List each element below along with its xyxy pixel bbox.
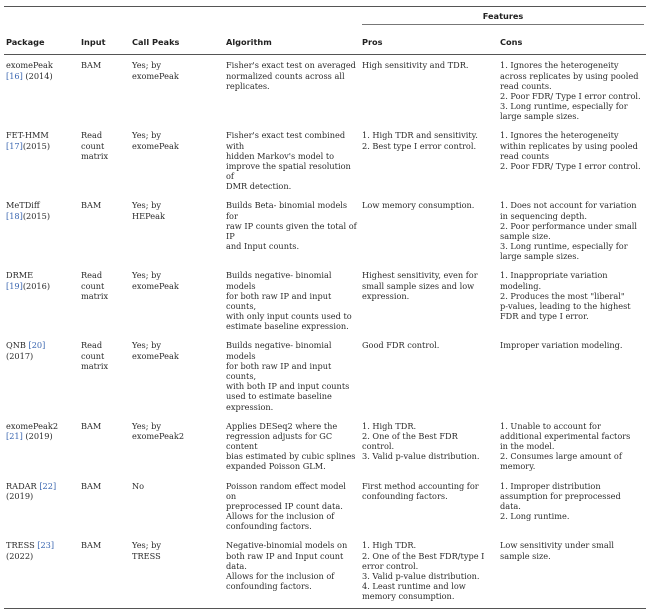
call-peaks-line: Yes; by (132, 270, 161, 281)
pros-cell (360, 476, 498, 536)
algorithm-cell (224, 55, 360, 126)
call-peaks-line: Yes; by (132, 420, 161, 431)
cons-line: p-values, leading to the highest (500, 300, 631, 311)
cons-line: 2. Long runtime. (500, 511, 570, 522)
package-cell (4, 476, 79, 536)
algorithm-line: for both raw IP and input counts, (226, 360, 332, 381)
input-cell (79, 195, 130, 265)
input-line: BAM (81, 420, 102, 431)
table-row (4, 55, 646, 126)
algorithm-line: improve the spatial resolution of (226, 160, 351, 182)
algorithm-line: regression adjusts for GC content (226, 430, 333, 452)
cons-line: 1. Ignores the heterogeneity (500, 130, 619, 141)
citation-link[interactable]: [16] (6, 70, 23, 81)
features-header-row (4, 7, 646, 30)
algorithm-cell (224, 535, 360, 609)
algorithm-cell (224, 265, 360, 335)
input-cell (79, 476, 130, 536)
cons-line: 2. Produces the most "liberal" (500, 290, 625, 301)
cons-line: 2. Poor performance under small (500, 220, 638, 231)
cons-line: across replicates by using pooled (500, 70, 639, 81)
algorithm-line: and Input counts. (226, 241, 300, 252)
cons-line: additional experimental factors (500, 430, 631, 441)
pros-line: 2. One of the Best FDR/type I (362, 550, 485, 561)
input-line: count (81, 140, 105, 151)
pros-line: High sensitivity and TDR. (362, 60, 469, 71)
call-peaks-line: Yes; by (132, 60, 161, 71)
pros-cell (360, 55, 498, 126)
column-header-package: Package (6, 37, 45, 48)
cons-cell (498, 55, 646, 126)
algorithm-cell (224, 416, 360, 476)
package-cell (4, 195, 79, 265)
algorithm-line: for both raw IP and input counts, (226, 290, 332, 311)
algorithm-line: preprocessed IP count data. (226, 500, 343, 511)
algorithm-line: used to estimate baseline (226, 391, 332, 402)
cons-cell (498, 416, 646, 476)
cons-line: sample size. (500, 550, 551, 561)
algorithm-line: estimate baseline expression. (226, 321, 349, 332)
call-peaks-cell (130, 476, 224, 536)
pros-line: confounding factors. (362, 490, 448, 501)
pros-line: 1. High TDR. (362, 420, 417, 431)
algorithm-cell (224, 335, 360, 415)
input-cell (79, 416, 130, 476)
input-line: BAM (81, 60, 102, 71)
pros-line: Low memory consumption. (362, 200, 475, 211)
pros-line: memory consumption. (362, 591, 455, 602)
pros-line: First method accounting for (362, 480, 479, 491)
citation-link[interactable]: [23] (37, 540, 55, 551)
cons-line: 2. Consumes large amount of (500, 451, 622, 462)
cons-cell (498, 535, 646, 609)
call-peaks-line: No (132, 480, 145, 491)
features-label: Features (362, 11, 644, 25)
table-row (4, 416, 646, 476)
algorithm-line: confounding factors. (226, 521, 312, 532)
cons-line: data. (500, 500, 521, 511)
package-year: (2015) (22, 140, 51, 151)
citation-link[interactable]: [20] (28, 340, 46, 351)
citation-link[interactable]: [21] (6, 430, 23, 441)
package-name: QNB [20] (6, 340, 46, 351)
package-year: (2022) (6, 550, 34, 561)
pros-cell (360, 335, 498, 415)
call-peaks-cell (130, 125, 224, 195)
input-line: count (81, 350, 105, 361)
table-row (4, 195, 646, 265)
package-name: MeTDiff (6, 200, 40, 211)
citation-link[interactable]: [18] (6, 210, 23, 221)
features-group-header (360, 7, 646, 30)
pros-cell (360, 535, 498, 609)
call-peaks-line: Yes; by (132, 540, 161, 551)
pros-line: 2. Best type I error control. (362, 140, 477, 151)
input-line: matrix (81, 150, 109, 161)
input-cell (79, 265, 130, 335)
algorithm-line: Fisher's exact test on averaged (226, 60, 356, 71)
algorithm-line: bias estimated by cubic splines (226, 451, 356, 462)
cons-cell (498, 195, 646, 265)
algorithm-line: DMR detection. (226, 181, 292, 192)
call-peaks-cell (130, 416, 224, 476)
call-peaks-line: exomePeak (132, 280, 179, 291)
package-name: DRME (6, 270, 34, 281)
call-peaks-cell (130, 195, 224, 265)
call-peaks-line: Yes; by (132, 340, 161, 351)
algorithm-line: with only input counts used to (226, 311, 352, 322)
call-peaks-line: exomePeak (132, 140, 179, 151)
pros-line: Good FDR control. (362, 340, 440, 351)
cons-line: modeling. (500, 280, 542, 291)
algorithm-cell (224, 476, 360, 536)
algorithm-line: raw IP counts given the total of IP (226, 220, 357, 241)
column-header-input: Input (81, 37, 106, 48)
cons-line: 1. Ignores the heterogeneity (500, 60, 619, 71)
cons-line: 1. Does not account for variation (500, 200, 637, 211)
package-name: RADAR [22] (6, 480, 57, 491)
package-year: (2015) (22, 210, 51, 221)
package-year: (2014) (22, 70, 53, 81)
call-peaks-line: Yes; by (132, 130, 161, 141)
cons-line: memory. (500, 461, 536, 472)
algorithm-line: expression. (226, 401, 274, 412)
algorithm-line: expanded Poisson GLM. (226, 461, 326, 472)
package-cell (4, 335, 79, 415)
algorithm-cell (224, 125, 360, 195)
pros-cell (360, 416, 498, 476)
algorithm-cell (224, 195, 360, 265)
pros-line: 3. Valid p-value distribution. (362, 570, 480, 581)
cons-line: FDR and type I error. (500, 311, 589, 322)
citation-link[interactable]: [17] (6, 140, 23, 151)
column-header-cons: Cons (500, 37, 523, 48)
column-header-pros: Pros (362, 37, 383, 48)
cons-line: large sample sizes. (500, 111, 580, 122)
call-peaks-line: exomePeak2 (132, 430, 185, 441)
package-cell (4, 416, 79, 476)
pros-line: error control. (362, 560, 419, 571)
algorithm-line: Builds negative- binomial models (226, 340, 332, 361)
pros-line: 1. High TDR. (362, 540, 417, 551)
table-row (4, 265, 646, 335)
call-peaks-line: exomePeak (132, 70, 179, 81)
cons-line: 3. Long runtime, especially for (500, 241, 628, 252)
package-cell (4, 55, 79, 126)
cons-line: read counts (500, 150, 550, 161)
table-row (4, 535, 646, 609)
column-header-row (4, 29, 646, 55)
call-peaks-line: HEPeak (132, 210, 165, 221)
package-year: (2019) (6, 490, 34, 501)
cons-line: Improper variation modeling. (500, 340, 623, 351)
cons-cell (498, 335, 646, 415)
table-row (4, 335, 646, 415)
input-line: BAM (81, 200, 102, 211)
package-cell (4, 265, 79, 335)
call-peaks-line: TRESS (132, 550, 161, 561)
pros-line: 1. High TDR and sensitivity. (362, 130, 478, 141)
call-peaks-cell (130, 55, 224, 126)
cons-line: 2. Poor FDR/ Type I error control. (500, 160, 641, 171)
algorithm-line: Applies DESeq2 where the (226, 420, 338, 431)
algorithm-line: both raw IP and Input count data. (226, 550, 344, 571)
citation-link[interactable]: [22] (39, 480, 57, 491)
cons-line: sample size. (500, 230, 551, 241)
package-name: TRESS [23] (6, 540, 55, 551)
pros-cell (360, 125, 498, 195)
pros-line: expression. (362, 290, 410, 301)
call-peaks-line: Yes; by (132, 200, 161, 211)
cons-line: 3. Long runtime, especially for (500, 101, 628, 112)
pros-cell (360, 265, 498, 335)
call-peaks-line: exomePeak (132, 350, 179, 361)
input-line: Read (81, 130, 103, 141)
input-cell (79, 125, 130, 195)
input-line: count (81, 280, 105, 291)
algorithm-line: with both IP and input counts (226, 381, 350, 392)
package-year: (2019) (22, 430, 53, 441)
input-line: BAM (81, 540, 102, 551)
call-peaks-cell (130, 535, 224, 609)
cons-line: in sequencing depth. (500, 210, 587, 221)
package-cell (4, 125, 79, 195)
methods-comparison-table (4, 6, 646, 609)
cons-cell (498, 265, 646, 335)
cons-line: read counts. (500, 80, 552, 91)
input-line: Read (81, 270, 103, 281)
cons-cell (498, 125, 646, 195)
package-cell (4, 535, 79, 609)
cons-line: large sample sizes. (500, 251, 580, 262)
algorithm-line: Fisher's exact test combined with (226, 130, 346, 151)
table-row (4, 125, 646, 195)
pros-line: 2. One of the Best FDR (362, 430, 458, 441)
pros-line: small sample sizes and low (362, 280, 475, 291)
pros-line: 3. Valid p-value distribution. (362, 451, 480, 462)
pros-cell (360, 195, 498, 265)
cons-line: 1. Unable to account for (500, 420, 601, 431)
algorithm-line: hidden Markov's model to (226, 150, 335, 161)
pros-line: 4. Least runtime and low (362, 581, 466, 592)
cons-line: within replicates by using pooled (500, 140, 638, 151)
algorithm-line: Builds negative- binomial models (226, 270, 332, 291)
package-name: exomePeak (6, 60, 53, 71)
pros-line: Highest sensitivity, even for (362, 270, 478, 281)
input-line: Read (81, 340, 103, 351)
algorithm-line: Negative-binomial models on (226, 540, 348, 551)
input-line: matrix (81, 290, 109, 301)
input-line: BAM (81, 480, 102, 491)
call-peaks-cell (130, 265, 224, 335)
cons-line: 1. Improper distribution (500, 480, 601, 491)
package-name: exomePeak2 (6, 420, 59, 431)
column-header-call-peaks: Call Peaks (132, 37, 180, 48)
input-cell (79, 535, 130, 609)
algorithm-line: Allows for the inclusion of (226, 511, 335, 522)
package-year: (2017) (6, 350, 34, 361)
algorithm-line: Poisson random effect model on (226, 480, 346, 501)
cons-line: 2. Poor FDR/ Type I error control. (500, 90, 641, 101)
package-name: FET-HMM (6, 130, 49, 141)
algorithm-line: normalized counts across all (226, 70, 345, 81)
algorithm-line: Allows for the inclusion of (226, 570, 335, 581)
cons-line: Low sensitivity under small (500, 540, 615, 551)
algorithm-line: Builds Beta- binomial models for (226, 200, 348, 221)
package-year: (2016) (22, 280, 51, 291)
column-header-algorithm: Algorithm (226, 37, 272, 48)
input-cell (79, 55, 130, 126)
table-body (4, 55, 646, 609)
cons-line: 1. Inappropriate variation (500, 270, 608, 281)
input-cell (79, 335, 130, 415)
algorithm-line: replicates. (226, 80, 270, 91)
algorithm-line: confounding factors. (226, 581, 312, 592)
cons-line: in the model. (500, 441, 555, 452)
cons-cell (498, 476, 646, 536)
pros-line: control. (362, 441, 395, 452)
citation-link[interactable]: [19] (6, 280, 23, 291)
table-row (4, 476, 646, 536)
cons-line: assumption for preprocessed (500, 490, 621, 501)
call-peaks-cell (130, 335, 224, 415)
input-line: matrix (81, 360, 109, 371)
